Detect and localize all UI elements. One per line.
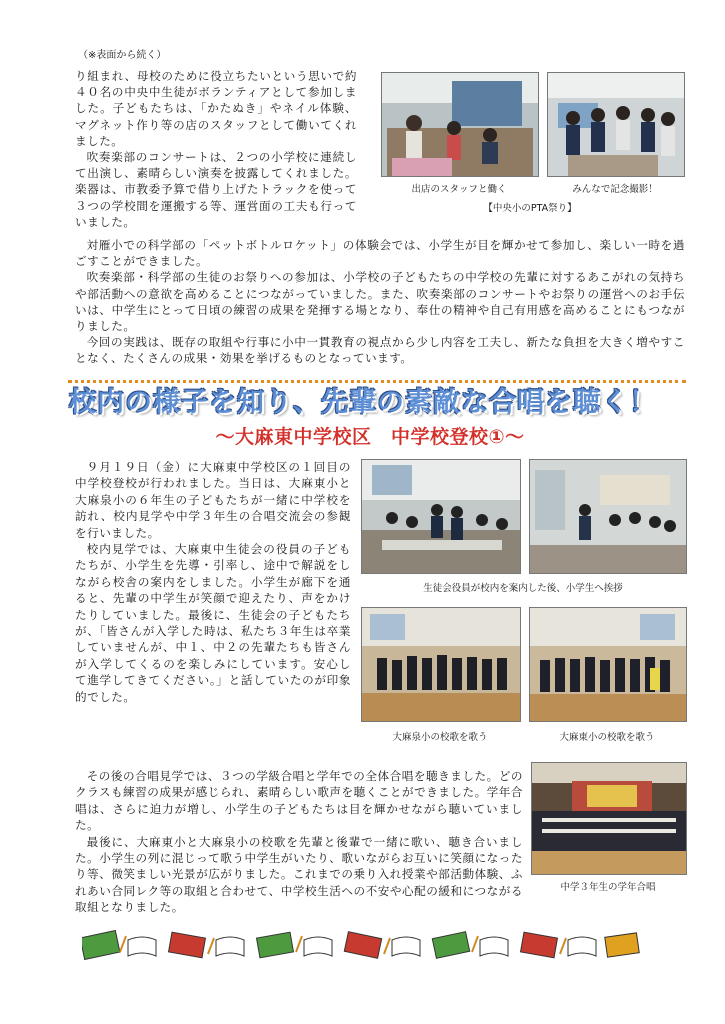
- caption-higashi: 大麻東小の校歌を歌う: [559, 732, 655, 743]
- photo-grade3-chorus: [531, 762, 687, 875]
- photo-pta-stall: [381, 72, 539, 177]
- paragraph: ９月１９日（金）に大麻東中学校区の１回目の中学校登校が行われました。当日は、大麻東小と大麻泉小の６年生の子どもたちが一緒に中学校を訪れ、校内見学や中学３年生の合唱交流会の参観を行いました。: [75, 460, 351, 540]
- continued-note: （※表面から続く）: [78, 50, 167, 61]
- article-headline: 校内の様子を知り、先輩の素敵な合唱を聴く！: [69, 387, 657, 418]
- paragraph: り組まれ、母校のために役立ちたいという思いで約４０名の中央中生徒がボランティアとして参加しました。子どもたちは、「かたぬき」やネイル体験、マグネット作り等の店のスタッフとして働いてくれました。: [75, 69, 357, 148]
- book-icon: [82, 930, 639, 959]
- paragraph: 吹奏楽部・科学部の生徒のお祭りへの参加は、小学校の子どもたちの中学校の先輩に対するあこがれの気持ちや部活動への意欲を高めることにつながっていました。また、吹奏楽部のコンサートやお祭りの運営へのお手伝いは、中学生にとって日頃の練習の成果を発揮する場となり、奉仕の精神や自己有用感を高めることにもつながりました。: [75, 270, 685, 334]
- paragraph: 最後に、大麻東小と大麻泉小の校歌を先輩と後輩で一緒に歌い、聴き合いました。小学生の列に混じって歌う中学生がいたり、歌いながらお互いに笑顔になったり等、微笑ましい光景が広がりました。これまでの乗り入れ授業や部活動体験、ふれあい合同レク等の取組と合わせて、中学校生活への不安や心配の緩和につながる取組となりました。: [75, 834, 523, 915]
- book-border-decoration: [82, 930, 642, 960]
- caption-izumi: 大麻泉小の校歌を歌う: [392, 732, 488, 743]
- photo-izumi-song: [361, 607, 521, 722]
- article-subheadline: ～大麻東中学校区 中学校登校①～: [215, 426, 525, 448]
- section2-column-text: [75, 459, 351, 705]
- caption-pta-festival: 【中央小のPTA祭り】: [483, 203, 577, 214]
- top-full-text: [75, 237, 685, 367]
- photo-council-room: [529, 459, 687, 574]
- section2-lower-text: [75, 768, 523, 916]
- paragraph: その後の合唱見学では、３つの学級合唱と学年での全体合唱を聴きました。どのクラスも練習の成果が感じられ、素晴らしい歌声を聴くことができました。学年合唱は、さらに迫力が増し、小学生の子どもたちは目を輝かせながら聴いていました。: [75, 769, 523, 833]
- paragraph: 校内見学では、大麻東中生徒会の役員の子どもたちが、小学生を先導・引率し、途中で解説をしながら校舎の案内をしました。小学生が廊下を通ると、先輩の中学生が笑顔で迎えたり、声をかけたりしていました。最後に、生徒会の子どもたちが、「皆さんが入学した時は、私たち３年生は卒業していませんが、中１、中２の先輩たちも皆さんが入学してくるのを楽しみにしています。安心して進学してきてください。」と話していたのが印象的でした。: [75, 542, 351, 704]
- paragraph: 吹奏楽部のコンサートは、２つの小学校に連続して出演し、素晴らしい演奏を披露してくれました。楽器は、市教委予算で借り上げたトラックを使って３つの学校間を運搬する等、運営面の工夫も行っていました。: [75, 150, 357, 229]
- photo-pta-group: [547, 72, 685, 177]
- caption-council: 生徒会役員が校内を案内した後、小学生へ挨拶: [423, 583, 623, 594]
- top-column-text: [75, 68, 357, 230]
- paragraph: 対雁小での科学部の「ペットボトルロケット」の体験会では、小学生が目を輝かせて参加し、楽しい一時を過ごすことができました。: [75, 238, 685, 269]
- caption-pta-group: みんなで記念撮影！: [572, 184, 658, 195]
- caption-pta-stall: 出店のスタッフと働く: [411, 184, 507, 195]
- section-divider: [68, 380, 686, 383]
- paragraph: 今回の実践は、既存の取組や行事に小中一貫教育の視点から少し内容を工夫し、新たな負担を大きく増やすことなく、たくさんの成果・効果を挙げるものとなっています。: [75, 335, 685, 366]
- photo-higashi-song: [529, 607, 687, 722]
- caption-chorus: 中学３年生の学年合唱: [560, 882, 656, 893]
- photo-council-hall: [361, 459, 521, 574]
